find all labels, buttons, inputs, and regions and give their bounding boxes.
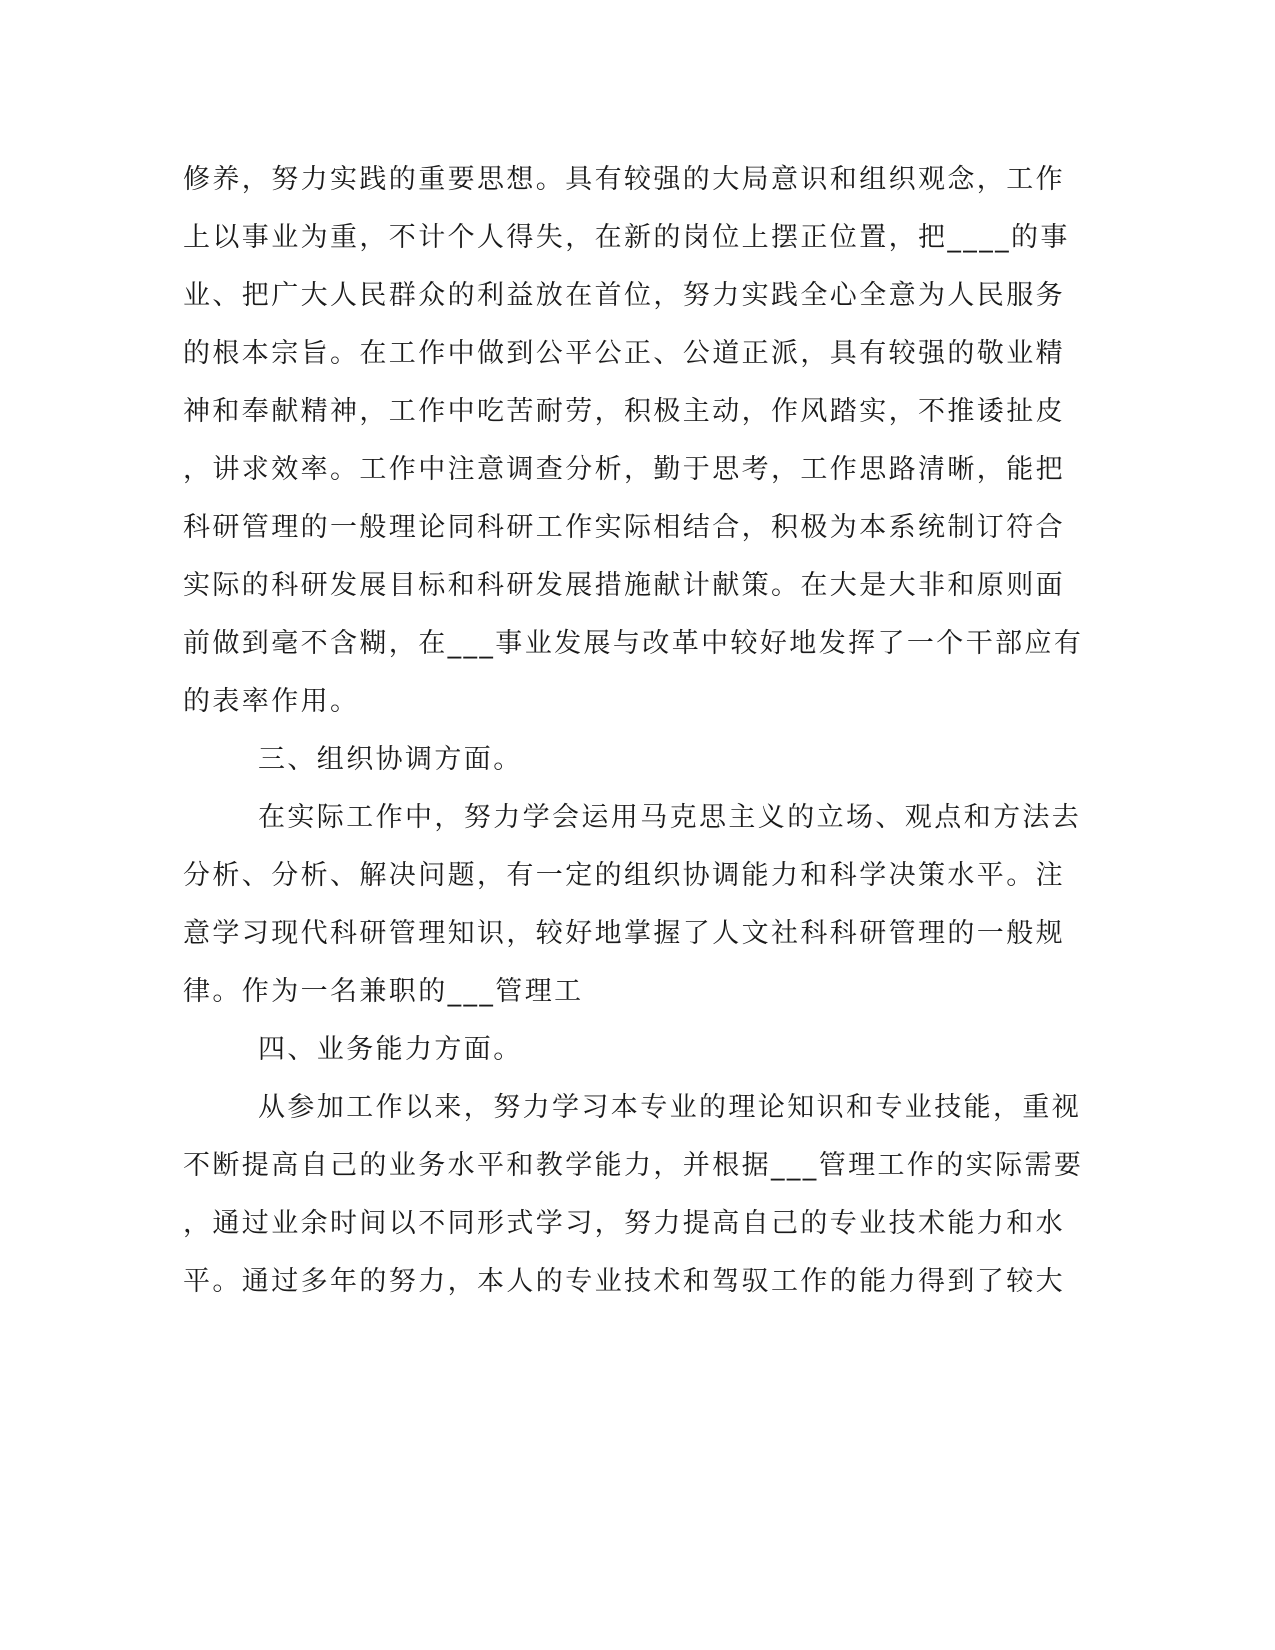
text-line: 神和奉献精神，工作中吃苦耐劳，积极主动，作风踏实，不推诿扯皮 <box>183 396 1065 427</box>
text-line: 科研管理的一般理论同科研工作实际相结合，积极为本系统制订符合 <box>183 512 1065 543</box>
text-line: 平。通过多年的努力，本人的专业技术和驾驭工作的能力得到了较大 <box>183 1266 1065 1297</box>
text-line: 的表率作用。 <box>183 686 360 717</box>
text-line: 业、把广大人民群众的利益放在首位，努力实践全心全意为人民服务 <box>183 280 1065 311</box>
text-line: 律。作为一名兼职的___管理工 <box>183 976 584 1007</box>
text-line: 的根本宗旨。在工作中做到公平公正、公道正派，具有较强的敬业精 <box>183 338 1065 369</box>
text-line: 前做到毫不含糊，在___事业发展与改革中较好地发挥了一个干部应有 <box>183 628 1084 659</box>
section-heading: 四、业务能力方面。 <box>258 1034 523 1065</box>
text-line: ，讲求效率。工作中注意调查分析，勤于思考，工作思路清晰，能把 <box>183 454 1065 485</box>
section-heading: 三、组织协调方面。 <box>258 744 523 775</box>
text-line: ，通过业余时间以不同形式学习，努力提高自己的专业技术能力和水 <box>183 1208 1065 1239</box>
text-line: 实际的科研发展目标和科研发展措施献计献策。在大是大非和原则面 <box>183 570 1065 601</box>
text-line: 不断提高自己的业务水平和教学能力，并根据___管理工作的实际需要 <box>183 1150 1084 1181</box>
text-line: 在实际工作中，努力学会运用马克思主义的立场、观点和方法去 <box>258 802 1082 833</box>
text-line: 修养，努力实践的重要思想。具有较强的大局意识和组织观念，工作 <box>183 164 1065 195</box>
text-line: 分析、分析、解决问题，有一定的组织协调能力和科学决策水平。注 <box>183 860 1065 891</box>
text-line: 上以事业为重，不计个人得失，在新的岗位上摆正位置，把____的事 <box>183 222 1070 253</box>
text-line: 从参加工作以来，努力学习本专业的理论知识和专业技能，重视 <box>258 1092 1082 1123</box>
text-line: 意学习现代科研管理知识，较好地掌握了人文社科科研管理的一般规 <box>183 918 1065 949</box>
